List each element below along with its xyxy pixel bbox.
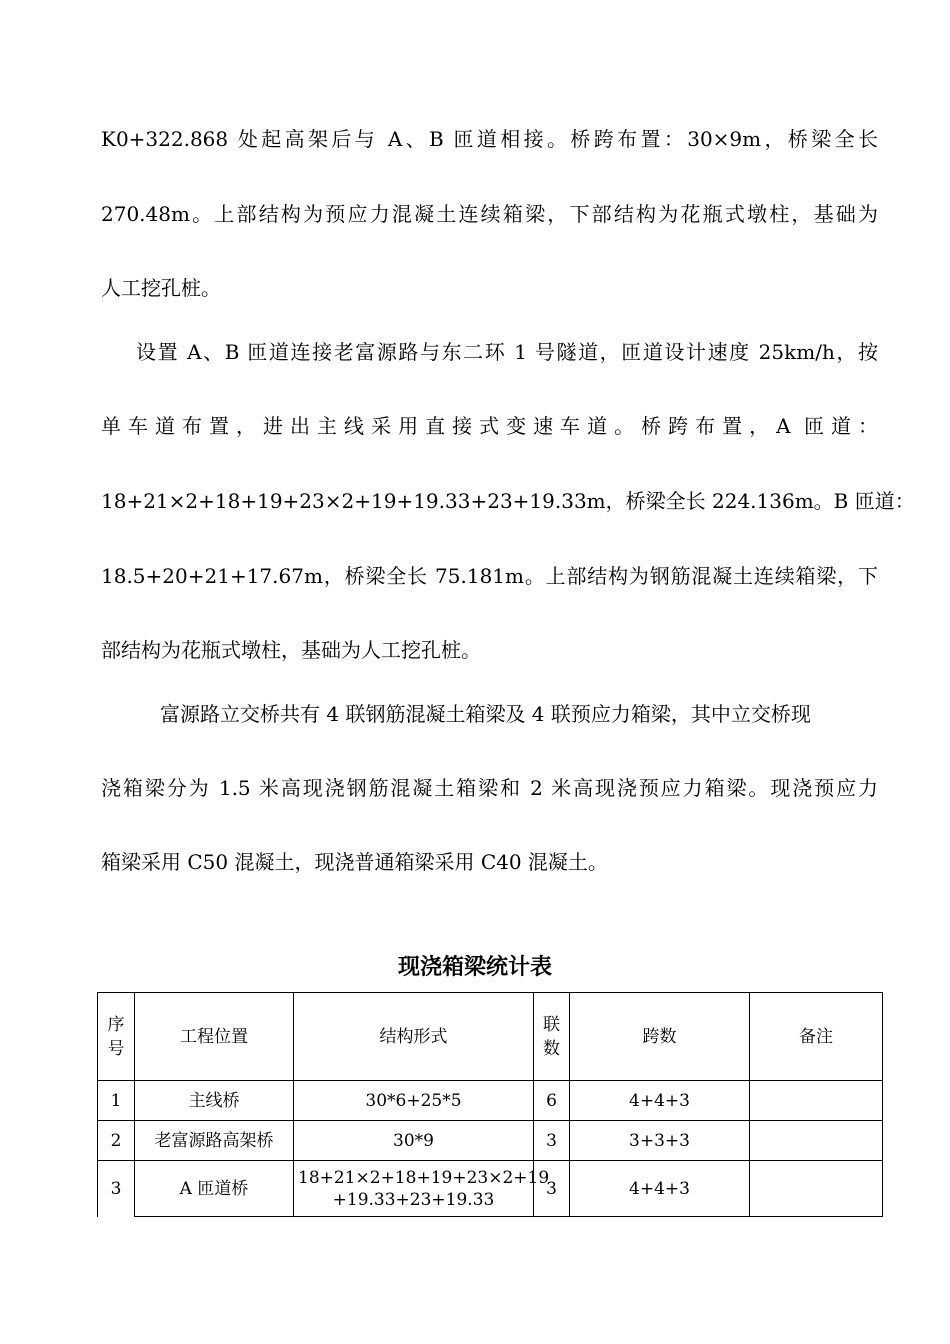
table-cell: 2	[98, 1121, 135, 1161]
header-cell: 工程位置	[135, 993, 294, 1081]
paragraph-line: 单车道布置，进出主线采用直接式变速车道。桥跨布置，A 匝道：	[101, 414, 878, 438]
table-cell: 3	[534, 1121, 570, 1161]
table-header-row	[98, 993, 883, 1081]
table-row	[98, 1121, 883, 1161]
paragraph-line: 部结构为花瓶式墩柱，基础为人工挖孔桩。	[101, 638, 481, 662]
table-title: 现浇箱梁统计表	[397, 954, 552, 980]
table-cell: 1	[98, 1081, 135, 1121]
table-cell: 6	[534, 1081, 570, 1121]
header-cell: 序号	[98, 993, 135, 1081]
table-cell: 18+21×2+18+19+23×2+19 +19.33+23+19.33	[294, 1161, 534, 1217]
table-cell	[750, 1161, 883, 1217]
table-cell: 3	[98, 1161, 135, 1217]
statistics-table	[97, 992, 883, 1217]
table-cell: 3+3+3	[570, 1121, 750, 1161]
paragraph-line: 18+21×2+18+19+23×2+19+19.33+23+19.33m，桥梁全长 224.136m。B 匝道：	[101, 489, 915, 513]
paragraph-line: K0+322.868 处起高架后与 A、B 匝道相接。桥跨布置：30×9m，桥梁全长	[101, 127, 878, 151]
table-cell: A 匝道桥	[135, 1161, 294, 1217]
paragraph-line: 设置 A、B 匝道连接老富源路与东二环 1 号隧道，匝道设计速度 25km/h，按	[136, 340, 878, 364]
table-cell: 4+4+3	[570, 1161, 750, 1217]
header-cell: 备注	[750, 993, 883, 1081]
paragraph-line: 270.48m。上部结构为预应力混凝土连续箱梁，下部结构为花瓶式墩柱，基础为	[101, 202, 878, 226]
table-cell: 30*6+25*5	[294, 1081, 534, 1121]
table-cell: 3	[534, 1161, 570, 1217]
table-cell	[750, 1081, 883, 1121]
paragraph-line: 人工挖孔桩。	[101, 276, 221, 300]
paragraph-line: 18.5+20+21+17.67m，桥梁全长 75.181m。上部结构为钢筋混凝土连续箱梁，下	[101, 564, 878, 588]
header-cell: 跨数	[570, 993, 750, 1081]
table-cell: 老富源路高架桥	[135, 1121, 294, 1161]
paragraph-line: 箱梁采用 C50 混凝土，现浇普通箱梁采用 C40 混凝土。	[101, 850, 608, 874]
table-cell: 主线桥	[135, 1081, 294, 1121]
table-row	[98, 1161, 883, 1217]
table-cell: 30*9	[294, 1121, 534, 1161]
table-cell	[750, 1121, 883, 1161]
table-cell: 4+4+3	[570, 1081, 750, 1121]
header-cell: 联数	[534, 993, 570, 1081]
table-row	[98, 1081, 883, 1121]
paragraph-line: 富源路立交桥共有 4 联钢筋混凝土箱梁及 4 联预应力箱梁，其中立交桥现	[160, 702, 811, 726]
header-cell: 结构形式	[294, 993, 534, 1081]
paragraph-line: 浇箱梁分为 1.5 米高现浇钢筋混凝土箱梁和 2 米高现浇预应力箱梁。现浇预应力	[101, 776, 878, 800]
